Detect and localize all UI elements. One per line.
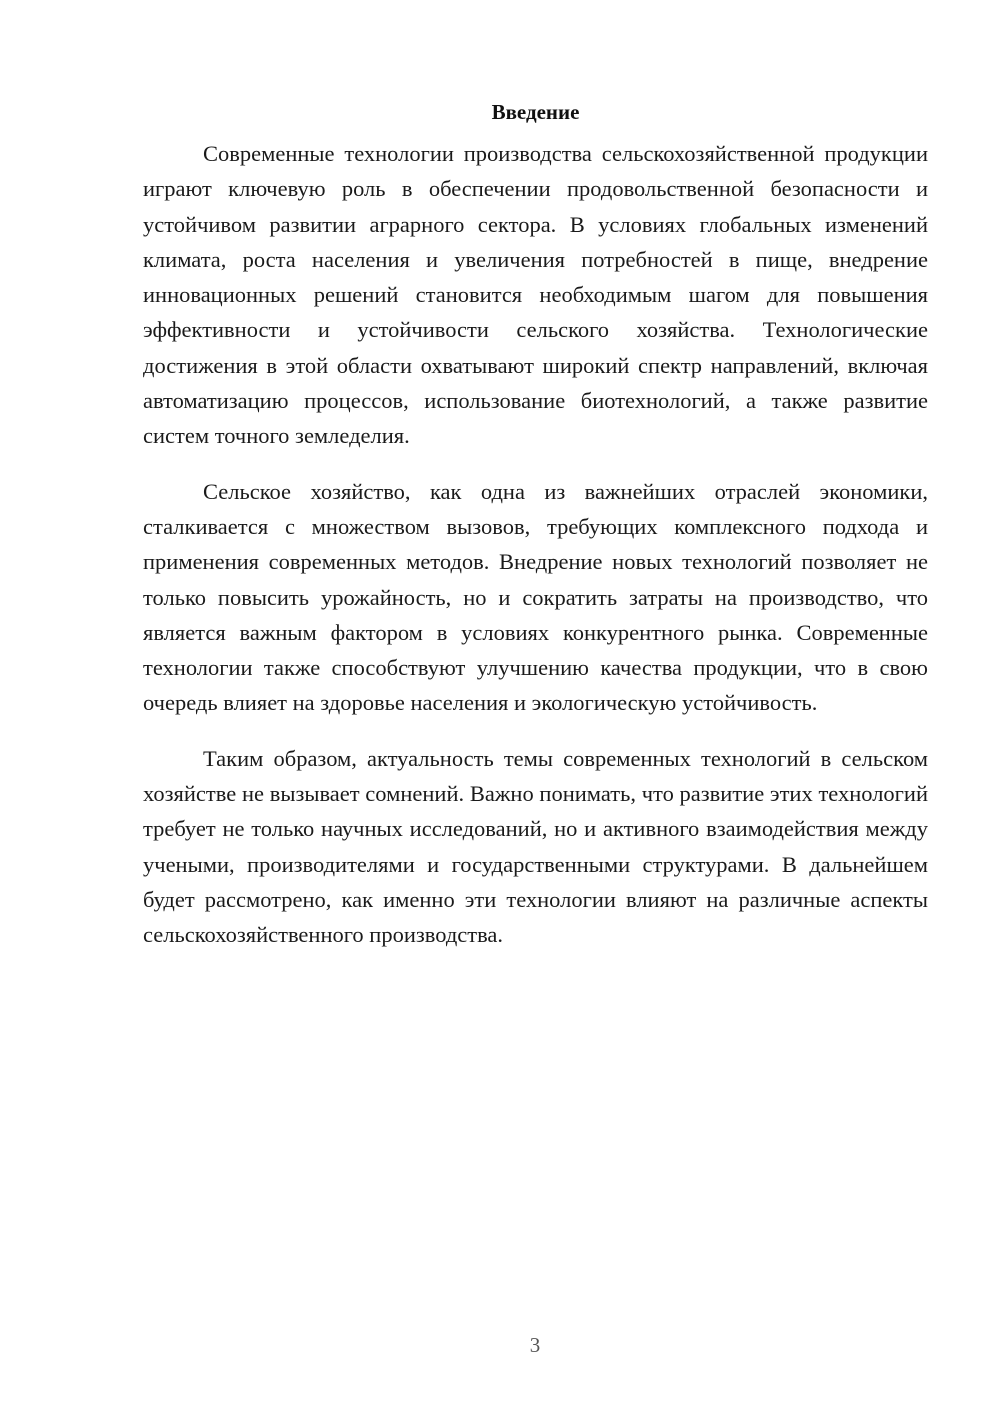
- page-number: 3: [529, 1333, 541, 1357]
- page-content: [143, 94, 928, 973]
- section-heading: Введение: [491, 100, 580, 124]
- paragraph-2: Сельское хозяйство, как одна из важнейших отраслей экономики, сталкивается с множеством вызовов, требующих комплексного подхода и применения современных методов. Внедрение новых технологий позволяет не только повысить урожайность, но и сократить затраты на производство, что является важным фактором в условиях конкурентного рынка. Современные технологии также способствуют улучшению качества продукции, что в свою очередь влияет на здоровье населения и экологическую устойчивость.: [143, 478, 928, 716]
- paragraph-1: Современные технологии производства сельскохозяйственной продукции играют ключевую роль в обеспечении продовольственной безопасности и устойчивом развитии аграрного сектора. В условиях глобальных изменений климата, роста населения и увеличения потребностей в пище, внедрение инновационных решений становится необходимым шагом для повышения эффективности и устойчивости сельского хозяйства. Технологические достижения в этой области охватывают широкий спектр направлений, включая автоматизацию процессов, использование биотехнологий, а также развитие систем точного земледелия.: [143, 141, 928, 449]
- paragraph-3: Таким образом, актуальность темы современных технологий в сельском хозяйстве не вызывает сомнений. Важно понимать, что развитие этих технологий требует не только научных исследований, но и активного взаимодействия между учеными, производителями и государственными структурами. В дальнейшем будет рассмотрено, как именно эти технологии влияют на различные аспекты сельскохозяйственного производства.: [143, 745, 928, 948]
